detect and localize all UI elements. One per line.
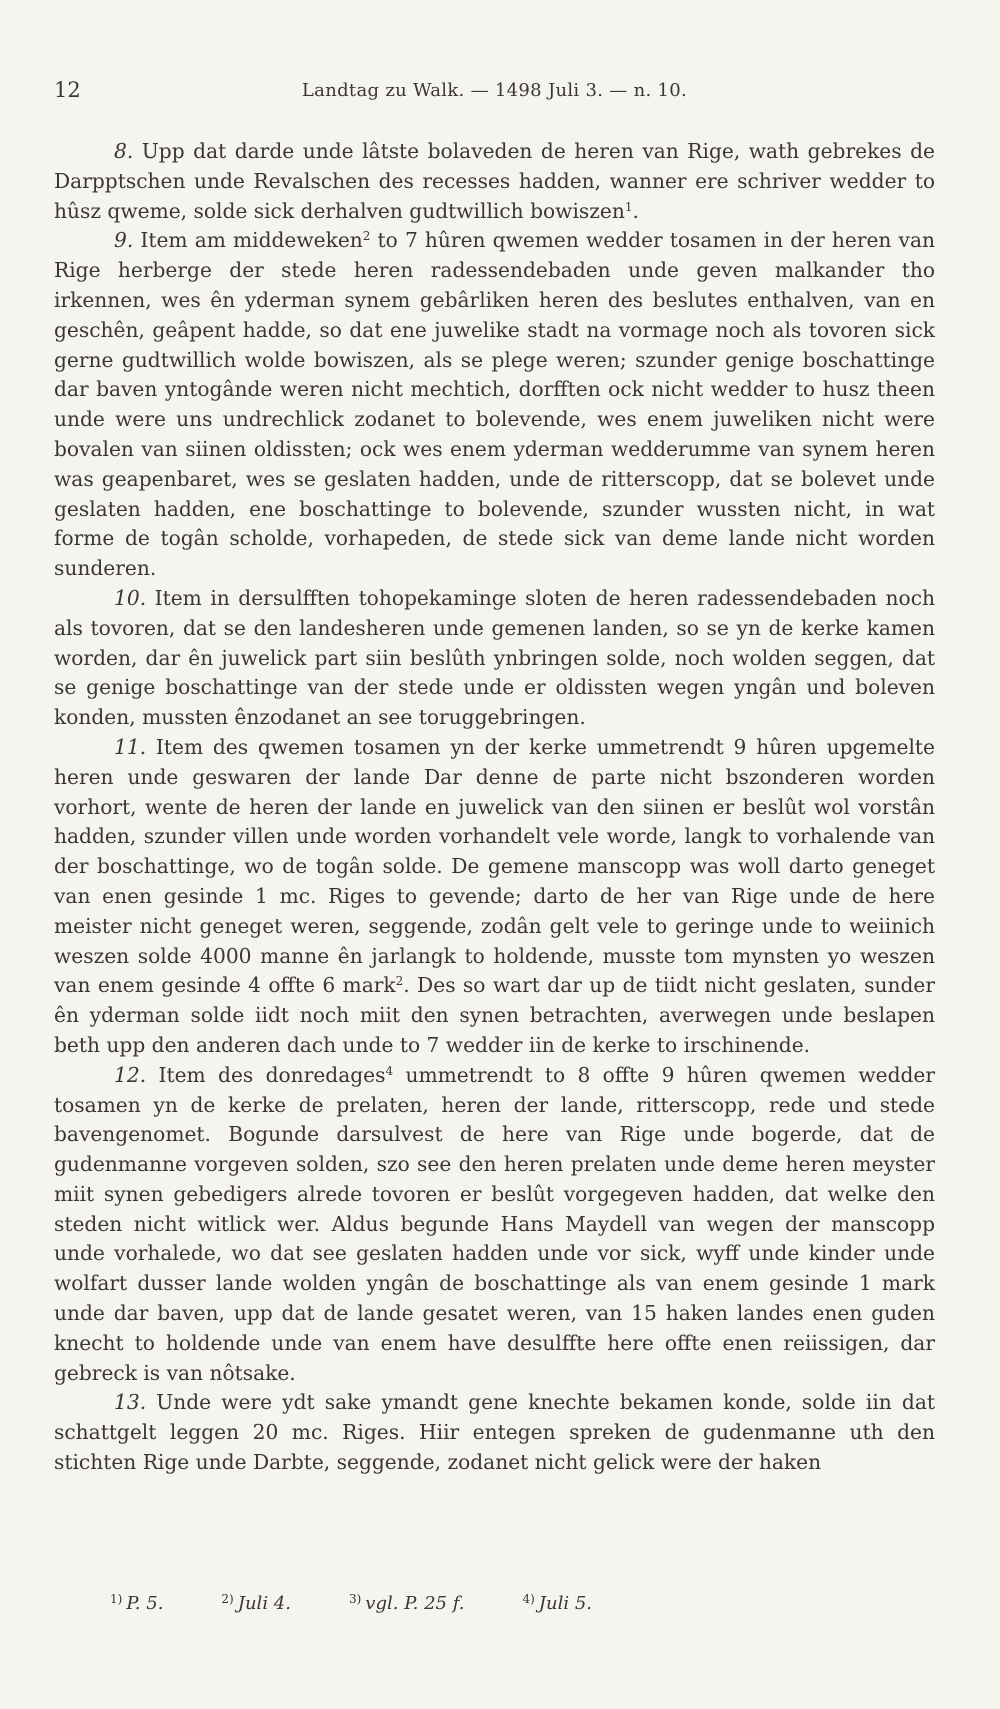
footnote-reference: 2	[362, 229, 371, 244]
paragraph-number: 10.	[114, 585, 147, 610]
footnote-text: Juli 5.	[538, 1593, 593, 1614]
paragraph	[54, 137, 935, 226]
paragraph-number: 12.	[114, 1062, 147, 1087]
paragraph-text: Item des qwemen tosamen yn der kerke ummetrendt 9 hûren upgemelte heren unde geswaren der lande Dar denne de parte nicht bszonderen worden vorhort, wente de heren der lande en juwelick van den siinen er beslût wol vorstân hadden, szunder villen unde worden vorhandelt vele worde, langk to vorhalende van der boschattinge, wo de togân solde. De gemene manscopp was woll darto geneget van enen gesinde 1 mc. Riges to gevende; darto de her van Rige unde de here meister nicht geneget weren, seggende, zodân gelt vele to geringe unde to weiinich weszen solde 4000 manne ên jarlangk to holdende, musste tom mynsten yo weszen van enem gesinde 4 offte 6 mark	[54, 734, 935, 998]
paragraph-text: Unde were ydt sake ymandt gene knechte bekamen konde, solde iin dat schattgelt leggen 20 mc. Riges. Hiir entegen spreken de gudenmanne uth den stichten Rige unde Darbte, seggende, zodanet nicht gelick were der haken	[54, 1390, 935, 1475]
paragraph-text: to 7 hûren qwemen wedder tosamen in der heren van Rige herberge der stede heren radessendebaden unde geven malkander tho irkennen, wes ên yderman synem gebârliken heren des beslutes enthalven, van en geschên, geâpent hadde, so dat ene juwelike stadt na vormage noch als tovoren sick gerne gudtwillich wolde bowiszen, als se plege weren; szunder genige boschattinge dar baven yntogânde weren nicht mechtich, dorfften ock nicht wedder to husz theen unde were uns undrechlick zodanet to bolevende, wes enem juweliken nicht were bovalen van siinen oldissten; ock wes enem yderman wedderumme van synem heren was geapenbaret, wes se geslaten hadden, unde de ritterscopp, dat se bolevet unde geslaten hadden, ene boschattinge to bolevende, szunder wussten nicht, in wat forme de togân scholde, vorhapeden, de stede sick van deme lande nicht worden sunderen.	[54, 228, 935, 581]
paragraph	[54, 1061, 935, 1389]
footnote-reference: 1	[624, 199, 633, 214]
running-head: Landtag zu Walk. — 1498 Juli 3. — n. 10.	[301, 80, 688, 101]
paragraph	[54, 584, 935, 733]
paragraph-number: 8.	[114, 139, 134, 163]
footnote-text: P. 5.	[126, 1593, 164, 1614]
paragraph-text: .	[632, 198, 639, 223]
body-text	[54, 137, 935, 1478]
footnotes	[110, 1592, 810, 1614]
paragraph-text: Item in dersulfften tohopekaminge sloten de heren radessendebaden noch als tovoren, dat se den landesheren unde gemenen landen, so se yn de kerke kamen worden, dar ên juwelick part siin beslûth ynbringen solde, noch wolden seggen, dat se genige boschattinge van der stede unde er oldissten wegen yngân und boleven konden, mussten ênzodanet an see toruggebringen.	[54, 585, 936, 730]
footnote-text: vgl. P. 25 f.	[365, 1593, 465, 1614]
paragraph-text: Upp dat darde unde lâtste bolaveden de heren van Rige, wath gebrekes de Darpptschen unde Revalschen des recesses hadden, wanner ere schriver wedder to hûsz qweme, solde sick derhalven gudtwillich bowiszen	[54, 139, 935, 223]
footnote-mark: 3)	[348, 1592, 362, 1606]
paragraph-text: . Des so wart dar up de tiidt nicht geslaten, sunder ên yderman solde iidt noch miit den synen betrachten, averwegen unde beslapen beth upp den anderen dach unde to 7 wedder iin de kerke to irschinende.	[54, 973, 935, 1057]
page-header	[54, 78, 935, 104]
footnote-mark: 1)	[110, 1592, 123, 1606]
footnote-mark: 2)	[221, 1592, 234, 1606]
footnote-reference: 4	[385, 1063, 394, 1078]
paragraph-number: 9.	[114, 228, 134, 253]
paragraph	[54, 1388, 935, 1477]
paragraph-text: Item am middeweken	[140, 228, 363, 253]
footnote-text: Juli 4.	[237, 1593, 291, 1614]
paragraph	[54, 226, 935, 584]
footnote-mark: 4)	[522, 1592, 535, 1606]
page-number: 12	[54, 78, 81, 102]
footnote	[110, 1592, 163, 1614]
paragraph-text: ummetrendt to 8 offte 9 hûren qwemen wedder tosamen yn de kerke de prelaten, heren der lande, ritterscopp, rede und stede bavengenomet. Bogunde darsulvest de here van Rige unde bogerde, dat de gudenmanne vorgeven solden, szo see den heren prelaten unde deme heren meyster miit synen gebedigers alrede tovoren er beslût vorgegeven hadden, dat welke den steden nicht witlick wer. Aldus begunde Hans Maydell van wegen der manscopp unde vorhalede, wo dat see geslaten hadden unde vor sick, wyff unde kinder unde wolfart dusser lande wolden yngân de boschattinge als van enem gesinde 1 mark unde dar baven, upp dat de lande gesatet weren, van 15 haken landes enen guden knecht to holdende unde van enem have desulffte here offte enen reiissigen, dar gebreck is van nôtsake.	[54, 1062, 936, 1385]
footnote	[221, 1592, 291, 1614]
paragraph-number: 13.	[114, 1390, 147, 1415]
paragraph-number: 11.	[114, 734, 147, 759]
footnote	[349, 1592, 465, 1614]
footnote	[522, 1592, 592, 1614]
paragraph-text: Item des donredages	[158, 1062, 386, 1087]
footnote-reference: 2	[395, 974, 404, 989]
paragraph	[54, 733, 935, 1061]
